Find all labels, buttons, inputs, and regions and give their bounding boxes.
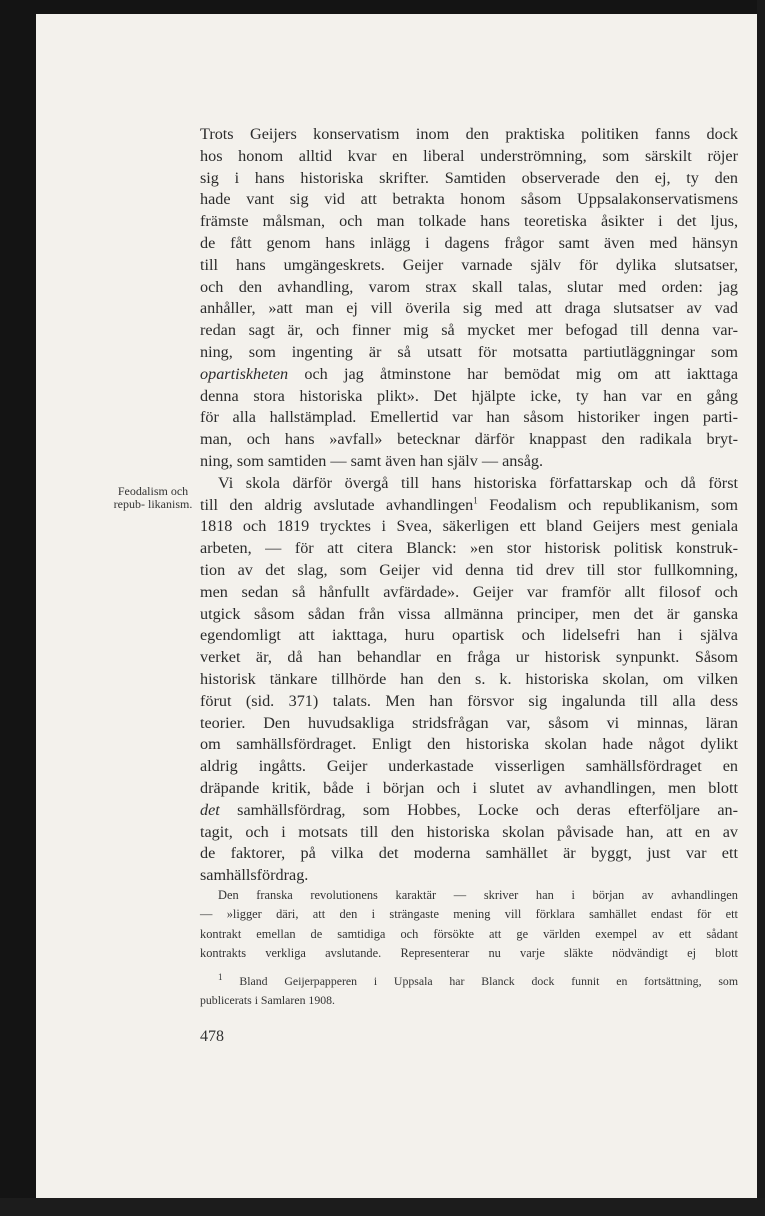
scan-border-left (0, 0, 36, 1216)
text-line: förut (sid. 371) talats. Men han försvor sig ingalunda till alla dess (200, 691, 738, 710)
text-line: Den franska revolutionens karaktär — skriver han i början av avhandlingen (218, 888, 738, 902)
text-line: teorier. Den huvudsakliga stridsfrågan var, såsom vi minnas, läran (200, 713, 738, 732)
text-fragment: samhällsfördrag, som Hobbes, Locke och deras efterföljare an- (237, 800, 738, 819)
scan-border-right (757, 0, 765, 1216)
text-fragment: Bland Geijerpapperen i Uppsala har Blanck dock funnit en fortsättning, som (239, 974, 738, 988)
quoted-passage (200, 886, 738, 964)
text-line: till hans umgängeskrets. Geijer varnade själv för dylika slutsatser, (200, 255, 738, 274)
text-line: främste målsman, och man tolkade hans teoretiska åsikter i det ljus, (200, 212, 738, 231)
text-line: hade vant sig vid att betrakta honom såsom Uppsalakonservatismens (200, 190, 738, 209)
text-line: anhåller, »att man ej vill överila sig med att draga slutsatser av vad (200, 299, 738, 318)
emphasis-opartiskheten: opartiskheten (200, 364, 289, 383)
page-number: 478 (200, 1028, 224, 1045)
text-line: de faktorer, på vilka det moderna samhället är byggt, just var ett (200, 844, 738, 863)
text-line: Vi skola därför övergå till hans historiska författarskap och då först (218, 473, 738, 492)
text-line: de fått genom hans inlägg i dagens frågor samt även med hänsyn (200, 233, 738, 252)
text-line: kontrakt emellan de samtidiga och försökte att ge världen exempel av ett sådant (200, 926, 738, 941)
text-line: arbeten, — för att citera Blanck: »en stor historisk politisk konstruk- (200, 539, 738, 558)
text-line: samhällsfördrag. (200, 866, 309, 885)
text-line: redan sagt är, och finner mig så mycket mer befogad till denna var- (200, 321, 738, 340)
text-line: sig i hans historiska skrifter. Samtiden observerade den ej, ty den (200, 168, 738, 187)
main-text-block (200, 124, 738, 887)
text-fragment: och jag åtminstone har bemödat mig om att iakttaga (304, 364, 739, 383)
margin-note: Feodalism och repub- likanism. (113, 484, 193, 511)
text-line: om samhällsfördraget. Enligt den historiska skolan hade något dylikt (200, 735, 738, 754)
footnote-line (200, 972, 738, 991)
text-line: tion av det slag, som Geijer vid denna tid drev till stor fullkomning, (200, 560, 738, 579)
text-line: kontrakts verkliga avslutande. Representerar nu varje släkte nödvändigt ej blott (200, 946, 738, 961)
text-line: Trots Geijers konservatism inom den praktiska politiken fanns dock (200, 125, 738, 143)
text-line: historisk tänkare tillhörde han den s. k. historiska skolan, om vilken (200, 669, 738, 688)
footnote (200, 972, 738, 1010)
text-line: men sedan så hånfullt avfärdade». Geijer var framför allt filosof och (200, 582, 738, 601)
text-line: aldrig ingåtts. Geijer underkastade visserligen samhällsfördraget en (200, 757, 738, 776)
text-fragment: till den aldrig avslutade avhandlingen (200, 495, 474, 514)
text-line: ning, som ingenting är så utsatt för motsatta partiutläggningar som (200, 342, 738, 361)
text-line: ning, som samtiden — samt även han själv — ansåg. (200, 451, 544, 470)
text-line (200, 800, 738, 822)
text-line: tagit, och i motsats till den historiska skolan påvisade han, att en av (200, 822, 738, 841)
text-line: man, och hans »avfall» betecknar därför knappast den radikala bryt- (200, 430, 738, 449)
text-line: för alla hallstämplad. Emellertid var han såsom historiker ingen parti- (200, 408, 738, 427)
text-line: denna stora historiska plikt». Det hjälpte icke, ty han var en gång (200, 386, 738, 405)
footnote-marker: 1 (473, 495, 478, 506)
footnote-line: publicerats i Samlaren 1908. (200, 993, 335, 1007)
emphasis-det: det (200, 800, 220, 819)
text-line: och den avhandling, varom strax skall talas, slutar med orden: jag (200, 277, 738, 296)
text-line: hos honom alltid kvar en liberal underströmning, som särskilt röjer (200, 146, 738, 165)
scan-border-bottom (0, 1198, 765, 1216)
footnote-number: 1 (218, 972, 223, 983)
text-line: 1818 och 1819 trycktes i Svea, säkerligen ett bland Geijers mest geniala (200, 517, 738, 536)
text-line: dräpande kritik, både i början och i slutet av avhandlingen, men blott (200, 778, 738, 797)
text-fragment: Feodalism och republikanism, som (489, 495, 738, 514)
text-line (200, 364, 738, 386)
text-line: utgick såsom sådan från vissa allmänna principer, men det är ganska (200, 604, 738, 623)
text-line: — »ligger däri, att den i strängaste mening vill förklara samhället endast för ett (200, 907, 738, 922)
scan-border-top (0, 0, 765, 14)
text-line: egendomligt att iakttaga, huru opartisk och lidelsefri han i själva (200, 626, 738, 645)
text-line: verket är, då han behandlar en fråga ur historisk synpunkt. Såsom (200, 648, 738, 667)
text-line (200, 495, 738, 517)
